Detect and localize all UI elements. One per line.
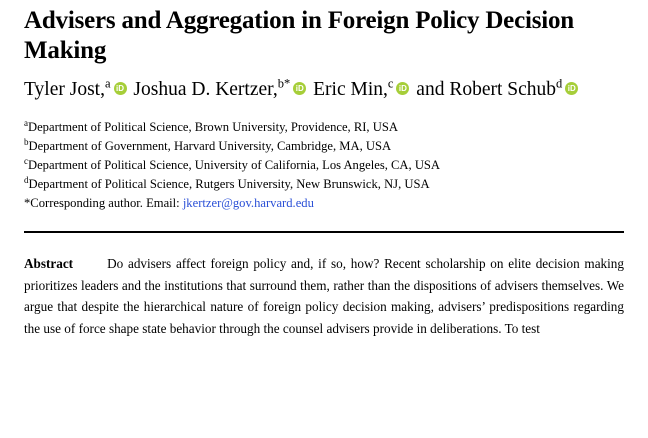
author-name: Robert Schub [449,79,557,100]
affiliation-text: Department of Political Science, Rutgers University, New Brunswick, NJ, USA [28,177,430,192]
paper-page [0,6,648,438]
author-name: Tyler Jost, [24,79,105,100]
corresponding-author-prefix: *Corresponding author. Email: [24,196,180,211]
affiliation-text: Department of Government, Harvard University, Cambridge, MA, USA [28,138,392,153]
affiliation-text: Department of Political Science, Brown University, Providence, RI, USA [28,119,398,134]
affiliation-text: Department of Political Science, University of California, Los Angeles, CA, USA [28,157,441,172]
affiliation-item [24,137,624,156]
orcid-icon[interactable] [114,82,127,95]
affiliation-item [24,175,624,194]
abstract-text: Do advisers affect foreign policy and, if so, how? Recent scholarship on elite decision making prioritizes leaders and the institutions that surround them, rather than the dispositions of advisers themselves. We argue that despite the hierarchical nature of foreign policy decision making, advisers’ predispositions regarding the use of force shape state behavior through the counsel advisers provide in deliberations. To test [24,256,624,336]
orcid-icon[interactable] [293,82,306,95]
page-title: Advisers and Aggregation in Foreign Policy Decision Making [24,7,574,64]
affiliation-marker: a [24,117,28,128]
affiliation-marker: b [24,136,29,147]
affiliation-marker: d [24,174,29,185]
author-entry [313,76,445,100]
author-affiliation-marker: c [387,76,394,91]
affiliation-item [24,118,624,137]
abstract-label: Abstract [24,256,74,272]
affiliation-list [24,118,624,214]
abstract-section [24,253,624,339]
author-entry [24,76,129,100]
author-list [24,76,628,104]
author-entry [133,76,308,100]
author-affiliation-marker: d [556,76,563,91]
horizontal-rule [24,231,624,233]
author-conjunction: and [416,79,445,100]
author-name: Eric Min, [313,79,388,100]
orcid-icon[interactable] [396,82,409,95]
author-name: Joshua D. Kertzer, [133,79,278,100]
affiliation-marker: c [24,155,28,166]
author-entry [449,76,580,100]
affiliation-item [24,156,624,175]
corresponding-author-line [24,194,624,213]
author-affiliation-marker: a [104,76,111,91]
orcid-icon[interactable] [565,82,578,95]
corresponding-author-email-link[interactable]: jkertzer@gov.harvard.edu [182,196,314,211]
author-affiliation-marker: b* [277,76,291,91]
